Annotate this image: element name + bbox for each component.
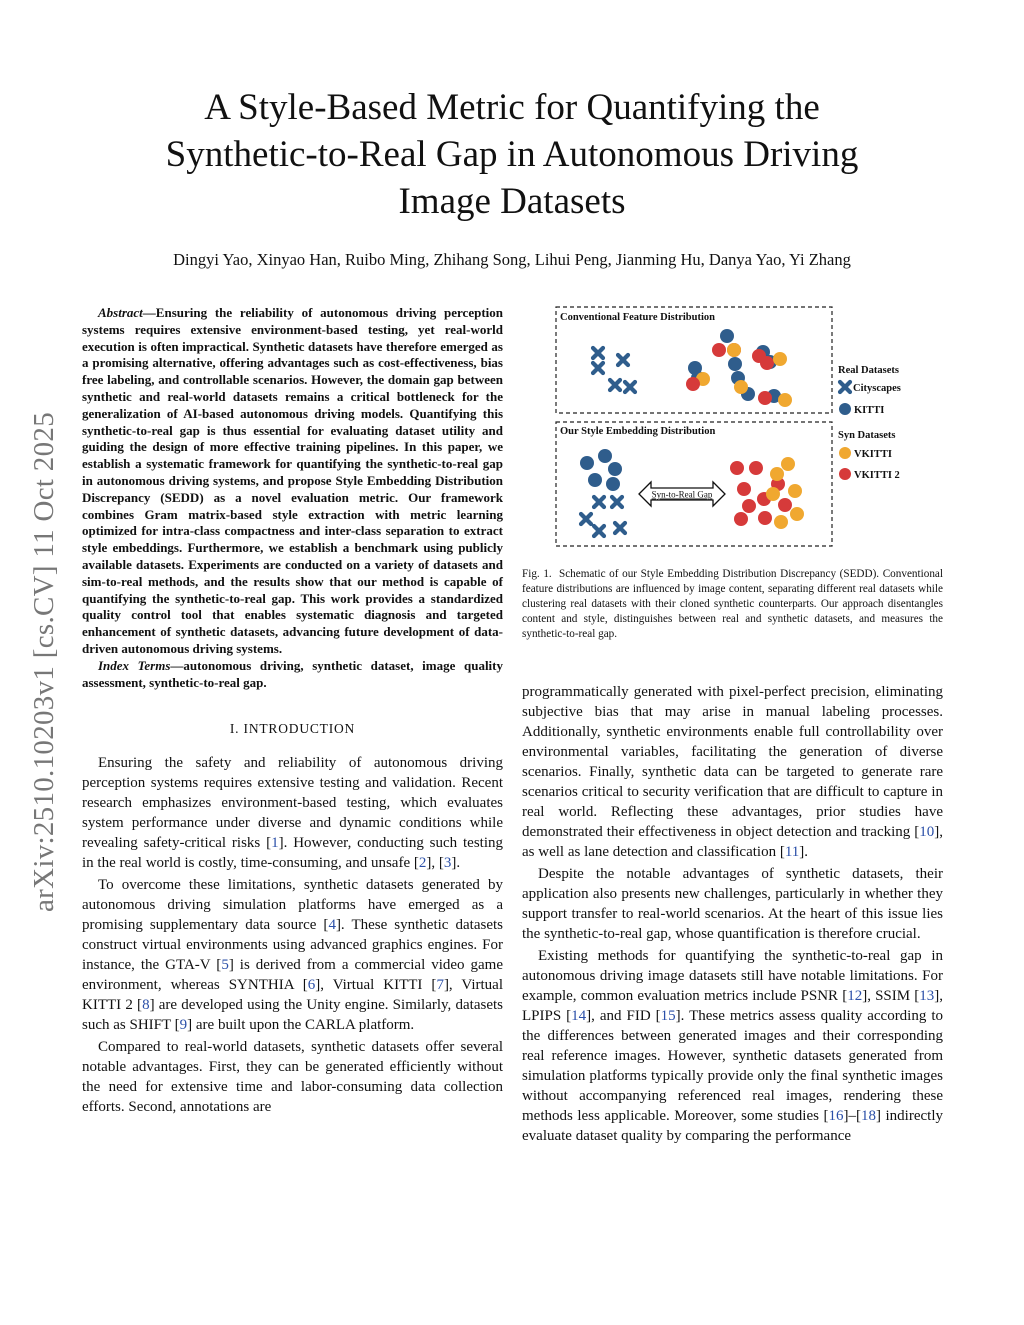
paragraph-text: ] are built upon the CARLA platform. (187, 1017, 415, 1034)
vkitti-marker (727, 343, 741, 357)
panel-bottom-label: Our Style Embedding Distribution (560, 426, 716, 437)
abstract (82, 305, 503, 658)
schematic-svg (555, 306, 935, 551)
paragraph-text: ], [ (426, 855, 444, 872)
paragraph-text: ]. (799, 844, 809, 860)
cityscapes-marker (594, 526, 604, 536)
vkitti-marker (766, 487, 780, 501)
paragraph-text: ], SSIM [ (862, 988, 920, 1004)
citation-link[interactable]: 12 (847, 988, 863, 1004)
citation-link[interactable]: 3 (443, 855, 452, 872)
vkitti-marker (781, 457, 795, 471)
figure-caption (522, 567, 943, 642)
citation-link[interactable]: 18 (860, 1108, 876, 1124)
cityscapes-marker (625, 382, 635, 392)
vkitti2-marker (749, 461, 763, 475)
citation-link[interactable]: 13 (919, 988, 935, 1004)
vkitti2-marker (734, 512, 748, 526)
citation-link[interactable]: 1 (271, 835, 279, 852)
abstract-label: Abstract (98, 305, 143, 320)
citation-link[interactable]: 10 (919, 824, 935, 840)
paragraph-text: ], Virtual KITTI 2 [ (82, 977, 504, 1014)
paragraph-text: Ensuring the safety and reliability of autonomous driving perception systems requires extensive testing and validation. Recent research emphasizes environment-based testing, which evaluates system performance under diverse and dynamic conditions while revealing safety-critical risks [ (82, 755, 503, 852)
vkitti2-marker (758, 511, 772, 525)
vkitti-marker (770, 467, 784, 481)
cityscapes-legend-glyph (840, 382, 850, 392)
right-column (522, 682, 943, 1148)
paragraph-text: ], and FID [ (586, 1008, 661, 1024)
citation-link[interactable]: 2 (418, 855, 427, 872)
cityscapes-marker (615, 523, 625, 533)
arxiv-identifier: arXiv:2510.10203v1 [cs.CV] 11 Oct 2025 (28, 411, 60, 913)
introduction-body-left (82, 753, 503, 1117)
vkitti2-marker (686, 377, 700, 391)
paragraph-text: ]. (451, 855, 461, 872)
citation-link[interactable]: 16 (828, 1108, 844, 1124)
abstract-text: —Ensuring the reliability of autonomous driving perception systems requires extensive environment-based testing, yet real-world execution is often impractical. Synthetic datasets have therefore emerged as a promising alternative, offering advantages such as cost-effectiveness, bias free labeling, and controllable scenarios. However, the domain gap between synthetic and real-world datasets remains a critical bottleneck for the generalization of AI-based autonomous driving models. Quantifying this synthetic-to-real gap is thus essential for evaluating dataset utility and guiding the design of more effective training pipelines. In this paper, we establish a systematic framework for quantifying the synthetic-to-real gap in autonomous driving systems, and propose Style Embedding Distribution Discrepancy (SEDD) as a novel evaluation metric. Our framework combines Gram matrix-based style extraction with metric learning optimized for intra-class compactness and inter-class separation to extract style embeddings. Furthermore, we establish a benchmark using publicly available datasets. Experiments are conducted on a variety of datasets and sim-to-real methods, and the results show that our method is capable of quantifying the synthetic-to-real gap. This work provides a standardized quality control tool that enables systematic diagnosis and targeted enhancement of synthetic datasets, advancing future development of data-driven autonomous driving systems. (82, 305, 503, 656)
vkitti2-marker (730, 461, 744, 475)
vkitti2-marker (712, 343, 726, 357)
panel-top-label: Conventional Feature Distribution (560, 312, 715, 323)
legend-cityscapes-label: Cityscapes (853, 383, 901, 394)
section-heading-introduction: I. INTRODUCTION (229, 721, 356, 737)
legend-syn-title: Syn Datasets (838, 430, 896, 441)
circle-icon (839, 468, 851, 480)
vkitti-marker (734, 380, 748, 394)
kitti-marker (728, 357, 742, 371)
paragraph-text: ], LPIPS [ (522, 988, 943, 1024)
body-paragraph (522, 946, 943, 1146)
title-line-1: A Style-Based Metric for Quantifying the (204, 87, 820, 128)
legend-vkitti2 (839, 468, 900, 481)
paragraph-text: ] is derived from a commercial video game environment, whereas SYNTHIA [ (82, 957, 503, 994)
legend-vkitti (839, 447, 892, 460)
citation-link[interactable]: 14 (571, 1008, 587, 1024)
body-paragraph (522, 864, 943, 944)
legend-cityscapes (840, 382, 901, 394)
legend-real-title: Real Datasets (838, 365, 899, 376)
title-line-3: Image Datasets (398, 181, 626, 222)
kitti-marker (588, 473, 602, 487)
paragraph-text: ] indirectly evaluate dataset quality by comparing the performance (522, 1108, 943, 1144)
caption-label: Fig. 1. (522, 568, 552, 580)
kitti-marker (580, 456, 594, 470)
paragraph-text: ]–[ (843, 1108, 861, 1124)
vkitti2-marker (758, 391, 772, 405)
paragraph-text: ] are developed using the Unity engine. Similarly, datasets such as SHIFT [ (82, 997, 503, 1034)
circle-icon (839, 447, 851, 459)
body-paragraph (82, 753, 503, 873)
cityscapes-marker (593, 348, 603, 358)
title-line-2: Synthetic-to-Real Gap in Autonomous Driving (165, 134, 859, 175)
citation-link[interactable]: 15 (660, 1008, 676, 1024)
citation-link[interactable]: 5 (221, 957, 229, 974)
body-paragraph (82, 1037, 503, 1117)
index-terms (82, 658, 503, 692)
vkitti-marker (778, 393, 792, 407)
body-paragraph (82, 875, 503, 1035)
paragraph-text: ], as well as lane detection and classification [ (522, 824, 943, 860)
legend-kitti-label: KITTI (854, 405, 885, 416)
cityscapes-marker (618, 355, 628, 365)
arrow-label: Syn-to-Real Gap (651, 489, 713, 500)
syn-to-real-gap-arrow (639, 482, 725, 506)
citation-link[interactable]: 6 (307, 977, 316, 994)
left-column (82, 305, 503, 1119)
cityscapes-marker (593, 363, 603, 373)
author-list: Dingyi Yao, Xinyao Han, Ruibo Ming, Zhihang Song, Lihui Peng, Jianming Hu, Danya Yao, Yi Zhang (173, 250, 851, 269)
vkitti-marker (773, 352, 787, 366)
paragraph-text: ]. These synthetic datasets construct virtual environments using advanced graphics engines. For instance, the GTA-V [ (82, 917, 503, 974)
index-terms-text: —autonomous driving, synthetic dataset, image quality assessment, synthetic-to-real gap. (82, 657, 503, 690)
cityscapes-marker (581, 514, 591, 524)
paragraph-text: programmatically generated with pixel-perfect precision, eliminating subjective bias that may arise in manual labeling processes. Additionally, synthetic environments enable full controllability over environmental variables, facilitating the generation of diverse scenarios. Finally, synthetic data can be targeted to generate rare scenarios critical to security verification that are difficult to capture in real world. Reflecting these advantages, prior studies have demonstrated their effectiveness in object detection and tracking [ (522, 684, 943, 840)
paragraph-text: To overcome these limitations, synthetic datasets generated by autonomous driving simulation platforms have emerged as a promising supplementary data source [ (82, 877, 503, 934)
paragraph-text: ]. These metrics assess quality according to the differences between generated images and their corresponding real reference images. However, synthetic datasets generated from simulation platforms typically provide only the final synthetic images without accompanying referenced real images, rendering these methods less applicable. Moreover, some studies [ (522, 1008, 943, 1124)
vkitti-marker (788, 484, 802, 498)
vkitti2-marker (778, 498, 792, 512)
figure-1-schematic (555, 306, 935, 551)
kitti-marker (720, 329, 734, 343)
citation-link[interactable]: 9 (179, 1017, 188, 1034)
vkitti2-marker (760, 356, 774, 370)
paragraph-text: Compared to real-world datasets, synthetic datasets offer several notable advantages. First, they can be generated efficiently without the need for extensive time and labor-consuming data collection efforts. Second, annotations are (82, 1039, 503, 1116)
vkitti2-marker (742, 499, 756, 513)
vkitti2-marker (737, 482, 751, 496)
circle-icon (839, 403, 851, 415)
citation-link[interactable]: 7 (436, 977, 444, 994)
legend-vkitti-label: VKITTI (854, 449, 892, 460)
kitti-marker (598, 449, 612, 463)
citation-link[interactable]: 8 (142, 997, 150, 1014)
kitti-marker (608, 462, 622, 476)
index-terms-label: Index Terms (98, 657, 171, 673)
paper-title (100, 84, 924, 225)
paragraph-text: ], Virtual KITTI [ (315, 977, 437, 994)
caption-text: Schematic of our Style Embedding Distribution Discrepancy (SEDD). Conventional feature distributions are influenced by image content, separating different real datasets while clustering real datasets with their cloned synthetic counterparts. Our approach disentangles content and style, distinguishes between real and synthetic datasets, and measures the synthetic-to-real gap. (522, 568, 943, 640)
kitti-marker (606, 477, 620, 491)
legend-vkitti2-label: VKITTI 2 (854, 470, 900, 481)
vkitti-marker (790, 507, 804, 521)
cityscapes-marker (612, 497, 622, 507)
cityscapes-marker (610, 380, 620, 390)
citation-link[interactable]: 4 (328, 917, 336, 934)
vkitti-marker (774, 515, 788, 529)
cross-icon (840, 382, 850, 392)
paragraph-text: ]. However, conducting such testing in the real world is costly, time-consuming, and unsafe [ (82, 835, 503, 872)
legend-kitti (839, 403, 884, 416)
cityscapes-marker (594, 497, 604, 507)
paragraph-text: Existing methods for quantifying the synthetic-to-real gap in autonomous driving image datasets still have notable limitations. For example, common evaluation metrics include PSNR [ (522, 948, 943, 1004)
citation-link[interactable]: 11 (784, 844, 800, 860)
body-paragraph (522, 682, 943, 862)
paragraph-text: Despite the notable advantages of synthetic datasets, their application also presents new challenges, particularly in whether they support transfer to real-world scenarios. At the heart of this issue lies the synthetic-to-real gap, whose quantification is therefore crucial. (522, 866, 943, 942)
